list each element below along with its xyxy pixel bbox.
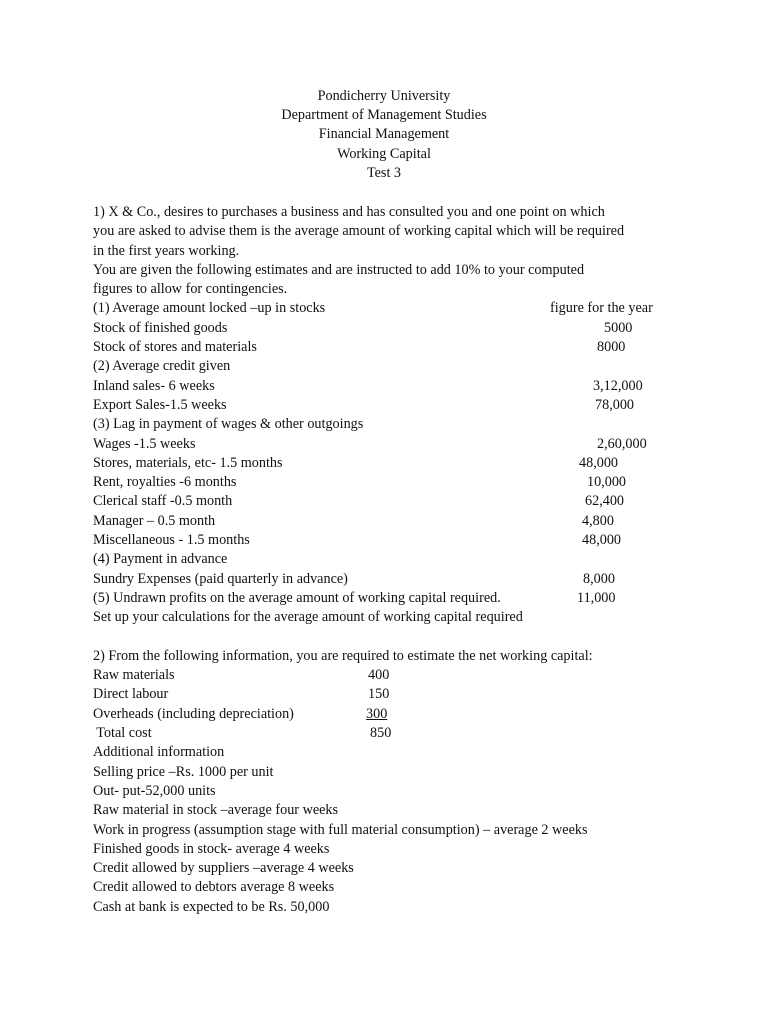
q1-instruction-line: You are given the following estimates and are instructed to add 10% to your computed xyxy=(93,261,585,278)
row-value: 850 xyxy=(370,725,392,742)
row-value-underlined: 300 xyxy=(366,705,388,722)
estimate-row xyxy=(93,512,693,531)
row-label: Rent, royalties -6 months xyxy=(93,474,237,491)
estimate-row xyxy=(93,492,693,511)
row-value: 2,60,000 xyxy=(597,435,647,452)
info-line: Finished goods in stock- average 4 weeks xyxy=(93,840,330,857)
q2-intro-line: 2) From the following information, you are required to estimate the net working capital: xyxy=(93,647,593,664)
row-label: Inland sales- 6 weeks xyxy=(93,377,215,394)
row-label: Total cost xyxy=(93,725,152,742)
estimate-row xyxy=(93,454,693,473)
q1-intro-line: in the first years working. xyxy=(93,242,240,259)
row-value: 8000 xyxy=(597,339,626,356)
row-value: 48,000 xyxy=(579,454,619,471)
row-label: Manager – 0.5 month xyxy=(93,512,216,529)
info-line: Credit allowed to debtors average 8 weeks xyxy=(93,879,335,896)
estimate-row xyxy=(93,338,693,357)
estimate-row xyxy=(93,531,693,550)
info-line: Cash at bank is expected to be Rs. 50,000 xyxy=(93,898,330,915)
estimate-row xyxy=(93,319,693,338)
row-value: 5000 xyxy=(604,319,633,336)
row-value: 400 xyxy=(368,667,390,684)
info-line: Raw material in stock –average four weeks xyxy=(93,802,339,819)
info-line: Work in progress (assumption stage with full material consumption) – average 2 weeks xyxy=(93,821,588,838)
section-label: (1) Average amount locked –up in stocks xyxy=(93,300,326,317)
cost-row xyxy=(93,705,693,724)
q1-closing-line: Set up your calculations for the average amount of working capital required xyxy=(93,609,523,626)
section-credit-heading: (2) Average credit given xyxy=(93,358,231,375)
q1-intro-line: you are asked to advise them is the average amount of working capital which will be required xyxy=(93,223,625,240)
row-label: Wages -1.5 weeks xyxy=(93,435,196,452)
university-name: Pondicherry University xyxy=(317,88,451,104)
department-name: Department of Management Studies xyxy=(281,107,487,124)
topic-name: Working Capital xyxy=(337,145,431,162)
row-value: 3,12,000 xyxy=(593,377,643,394)
row-label: Export Sales-1.5 weeks xyxy=(93,396,227,413)
row-value: 62,400 xyxy=(585,493,625,510)
section-lag-heading: (3) Lag in payment of wages & other outgoings xyxy=(93,416,364,433)
cost-row xyxy=(93,666,693,685)
row-value: 78,000 xyxy=(595,396,635,413)
estimate-row xyxy=(93,473,693,492)
document-header xyxy=(0,87,768,183)
test-title: Test 3 xyxy=(366,164,402,181)
row-label: Raw materials xyxy=(93,667,175,684)
estimate-row xyxy=(93,435,693,454)
row-value: 150 xyxy=(368,686,390,703)
row-label: Stock of stores and materials xyxy=(93,339,257,356)
row-label: Miscellaneous - 1.5 months xyxy=(93,532,250,549)
row-label: Stores, materials, etc- 1.5 months xyxy=(93,454,283,471)
cost-row xyxy=(93,685,693,704)
row-value: 11,000 xyxy=(577,589,616,606)
info-line: Credit allowed by suppliers –average 4 weeks xyxy=(93,860,354,877)
estimate-row xyxy=(93,570,693,589)
row-label: Sundry Expenses (paid quarterly in advance) xyxy=(93,570,348,587)
estimate-row xyxy=(93,396,693,415)
info-line: Selling price –Rs. 1000 per unit xyxy=(93,763,274,780)
row-value: 4,800 xyxy=(582,512,614,529)
row-value: 10,000 xyxy=(587,474,627,491)
estimate-row xyxy=(93,589,693,608)
row-label: Stock of finished goods xyxy=(93,319,228,336)
row-value: 48,000 xyxy=(582,532,622,549)
row-label: Overheads (including depreciation) xyxy=(93,705,294,722)
estimate-row xyxy=(93,377,693,396)
row-label: Direct labour xyxy=(93,686,169,703)
subject-name: Financial Management xyxy=(318,126,450,143)
section-stocks-heading xyxy=(93,299,693,318)
row-value: 8,000 xyxy=(583,570,615,587)
q1-instruction-line: figures to allow for contingencies. xyxy=(93,281,288,298)
row-label: (5) Undrawn profits on the average amount of working capital required. xyxy=(93,589,501,606)
row-label: Clerical staff -0.5 month xyxy=(93,493,233,510)
info-line: Out- put-52,000 units xyxy=(93,782,216,799)
document-body xyxy=(93,203,693,917)
spacer xyxy=(93,628,693,647)
additional-info-heading: Additional information xyxy=(93,744,225,761)
section-advance-heading: (4) Payment in advance xyxy=(93,551,228,568)
column-header: figure for the year xyxy=(550,300,653,317)
q1-intro-line: 1) X & Co., desires to purchases a business and has consulted you and one point on which xyxy=(93,204,605,220)
cost-total-row xyxy=(93,724,693,743)
